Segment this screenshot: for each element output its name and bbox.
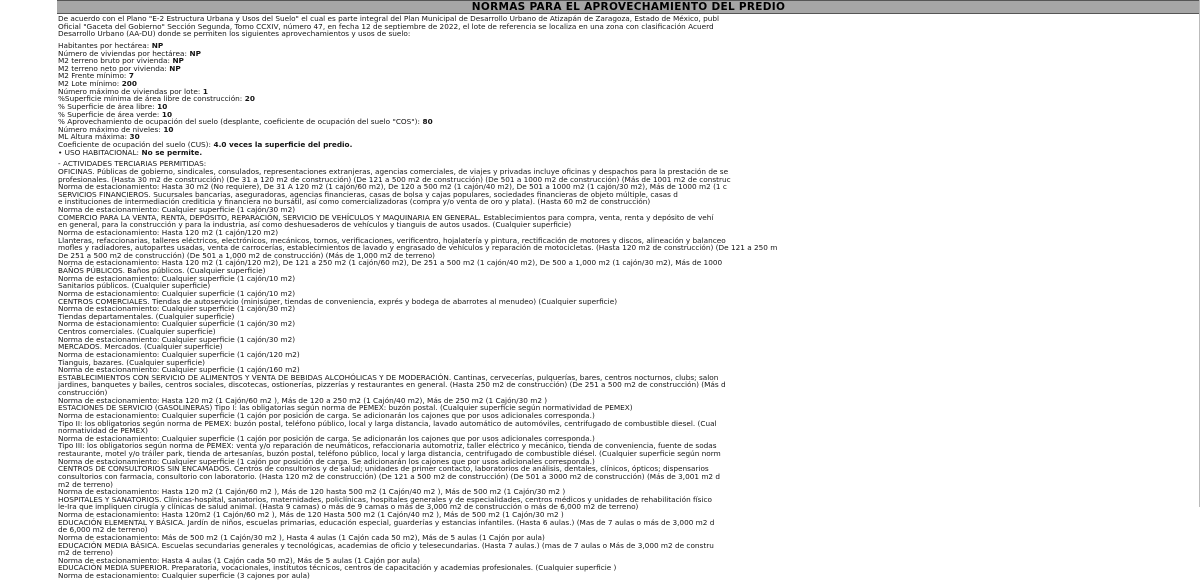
use-line: Norma de estacionamiento: Cualquier superficie (1 cajón/120 m2) (58, 349, 300, 359)
use-line: consultorios con farmacia, consultorio con laboratorio. (Hasta 120 m2 de construcción) (De 121 a 500 m2 de construcción) (De 501 a 3000 m2 de construcción) (Más de 3,001 m2 d (58, 471, 721, 481)
parameter-line: Número máximo de viviendas por lote: 1 (58, 86, 208, 96)
use-line: OFICINAS. Públicas de gobierno, sindicales, consulados, representaciones extranjeras, agencias comerciales, de viajes y privadas incluye oficinas y despachos para la prestación de se (58, 166, 729, 176)
use-line: profesionales. (Hasta 30 m2 de construcción) (De 31 a 120 m2 de construcción) (De 121 a 500 m2 de construcción) (De 501 a 1000 m2 de construcción) (Más de 1001 m2 de construc (58, 174, 731, 184)
parameter-line: Número máximo de niveles: 10 (58, 124, 174, 134)
use-line: m2 de terreno) (58, 548, 113, 558)
parameter-line: M2 Frente mínimo: 7 (58, 71, 134, 81)
document-page (57, 0, 1200, 580)
use-line: Norma de estacionamiento: Hasta 120 m2 (1 Cajón/60 m2 ), Más de 120 a 250 m2 (1 Cajón/40 m2), Más de 250 m2 (1 Cajón/30 m2 ) (58, 395, 548, 405)
use-line: de 6,000 m2 de terreno) (58, 525, 148, 535)
use-line: BAÑOS PÚBLICOS. Baños públicos. (Cualquier superficie) (58, 266, 266, 275)
use-line: Norma de estacionamiento: Hasta 4 aulas (1 Cajón cada 50 m2), Más de 5 aulas (1 Cajón por aula) (58, 555, 421, 565)
use-line: CENTROS DE CONSULTORIOS SIN ENCAMADOS. Centros de consultorios y de salud; unidades de primer contacto, laboratorios de análisis, dentales, clínicos, ópticos; dispensarios (58, 464, 709, 474)
use-line: MERCADOS. Mercados. (Cualquier superficie) (58, 342, 223, 352)
use-line: Norma de estacionamiento: Cualquier superficie (3 cajones por aula) (58, 571, 310, 580)
use-line: Llanteras, refaccionarias, talleres eléctricos, electrónicos, mecánicos, tornos, verificaciones, verificentro, hojalatería y pintura, rectificación de motores y discos, alineación y balanceo (58, 235, 726, 245)
use-line: Norma de estacionamiento: Hasta 120 m2 (1 Cajón/60 m2 ), Más de 120 hasta 500 m2 (1 Cajón/40 m2 ), Más de 500 m2 (1 Cajón/30 m2 ) (58, 487, 566, 497)
use-line: EDUCACIÓN MEDIA BÁSICA. Escuelas secundarias generales y tecnológicas, academias de oficio y telesecundarias. (Hasta 7 aulas.) (mas de 7 aulas o Más de 3,000 m2 de constru (58, 540, 714, 550)
parameter-line: %Superficie mínima de área libre de construcción: 20 (58, 94, 255, 104)
use-line: jardines, banquetes y bailes, centros sociales, discotecas, ostionerías, pizzerías y restaurantes en general. (Hasta 250 m2 de construcción) (De 251 a 500 m2 de construcción) (Más d (58, 380, 726, 390)
document-body (57, 14, 1200, 580)
use-line: Norma de estacionamiento: Cualquier superficie (1 cajón/30 m2) (58, 205, 296, 214)
use-line: Tiendas departamentales. (Cualquier superficie) (58, 311, 235, 321)
parameter-line: % Superficie de área verde: 10 (58, 109, 173, 119)
use-line: Sanitarios públicos. (Cualquier superficie) (58, 281, 211, 291)
parameter-line: M2 terreno neto por vivienda: NP (58, 63, 181, 73)
use-line: Norma de estacionamiento: Cualquier superficie (1 cajón/10 m2) (58, 288, 296, 298)
use-line: construcción) (58, 388, 108, 397)
use-line: Centros comerciales. (Cualquier superficie) (58, 327, 216, 336)
use-line: Norma de estacionamiento: Hasta 120 m2 (1 cajón/120 m2) (58, 227, 279, 237)
use-line: Norma de estacionamiento: Más de 500 m2 (1 Cajón/30 m2 ), Hasta 4 aulas (1 Cajón cada 50 m2), Más de 5 aulas (1 Cajón por aula) (58, 532, 545, 542)
document-title: NORMAS PARA EL APROVECHAMIENTO DEL PREDIO (57, 0, 1200, 14)
use-line: en general, para la construcción y para la industria, así como deshuesaderos de vehículos y tianguis de autos usados. (Cualquier superficie) (58, 220, 572, 230)
parameter-line: Coeficiente de ocupación del suelo (CUS): 4.0 veces la superficie del predio. (58, 140, 353, 149)
parameter-line: Habitantes por hectárea: NP (58, 40, 164, 50)
parameter-line: % Aprovechamiento de ocupación del suelo (desplante, coeficiente de ocupación del suelo "COS"): 80 (58, 117, 433, 127)
use-line: COMERCIO PARA LA VENTA, RENTA, DEPÓSITO, REPARACIÓN, SERVICIO DE VEHÍCULOS Y MAQUINARIA EN GENERAL. Establecimientos para compra, venta, renta y depósito de vehí (58, 212, 714, 222)
use-line: EDUCACIÓN ELEMENTAL Y BÁSICA. Jardín de niños, escuelas primarias, educación especial, guarderías y estancias infantiles. (Hasta 6 aulas.) (Mas de 7 aulas o más de 3,000 m2 d (58, 517, 715, 527)
intro-line: De acuerdo con el Plano "E-2 Estructura Urbana y Usos del Suelo" el cual es parte integral del Plan Municipal de Desarrollo Urbano de Atizapán de Zaragoza, Estado de México, publ (58, 14, 720, 23)
use-line: De 251 a 500 m2 de construcción) (De 501 a 1,000 m2 de construcción) (Más de 1,000 m2 de terreno) (58, 250, 436, 260)
intro-line: Desarrollo Urbano (AA-DU) donde se permiten los siguientes aprovechamientos y usos de suelo: (58, 29, 411, 39)
parameter-line: % Superficie de área libre: 10 (58, 101, 168, 111)
use-line: SERVICIOS FINANCIEROS. Sucursales bancarias, aseguradoras, agencias financieras, casas de bolsa y cajas populares, sociedades financieras de objeto múltiple, casas d (58, 189, 678, 199)
use-line: Norma de estacionamiento: Hasta 120 m2 (1 cajón/120 m2), De 121 a 250 m2 (1 cajón/60 m2), De 251 a 500 m2 (1 cajón/40 m2), De 500 a 1,000 m2 (1 cajón/30 m2), Más de 1000 (58, 258, 723, 268)
use-line: ESTACIONES DE SERVICIO (GASOLINERAS) Tipo I: las obligatorias según norma de PEMEX: buzón postal. (Cualquier superficie según normatividad de PEMEX) (58, 403, 633, 413)
intro-paragraph (58, 15, 1200, 38)
use-line: Norma de estacionamiento: Cualquier superficie (1 cajón/30 m2) (58, 304, 296, 314)
use-line: HOSPITALES Y SANATORIOS. Clínicas-hospital, sanatorios, maternidades, policlínicas, hospitales generales y de especialidades, centros médicos y unidades de rehabilitación físico (58, 494, 712, 504)
use-line: Norma de estacionamiento: Hasta 30 m2 (No requiere), De 31 A 120 m2 (1 cajón/60 m2), De 120 a 500 m2 (1 cajón/40 m2), De 501 a 1000 m2 (1 cajón/30 m2), Más de 1000 m2 (1 c (58, 182, 727, 192)
use-line: Tianguis, bazares. (Cualquier superficie) (58, 357, 205, 367)
use-line: EDUCACIÓN MEDIA SUPERIOR. Preparatoria, vocacionales, institutos técnicos, centros de capacitación y academias profesionales. (Cualquier superficie ) (58, 563, 617, 573)
use-line: ESTABLECIMIENTOS CON SERVICIO DE ALIMENTOS Y VENTA DE BEBIDAS ALCOHÓLICAS Y DE MODERACIÓN. Cantinas, cervecerías, pulquerías, bares, centros nocturnos, clubs; salon (58, 372, 719, 382)
use-line: Tipo II: los obligatorios según norma de PEMEX: buzón postal, teléfono público, local y larga distancia, lavado automático de automóviles, centrifugado de combustible diesel. (Cual (58, 418, 717, 428)
use-line: Norma de estacionamiento: Cualquier superficie (1 cajón/160 m2) (58, 365, 300, 375)
use-line: Tipo III: los obligatorios según norma de PEMEX: venta y/o reparación de neumáticos, refaccionaria automotriz, taller eléctrico y mecánico, tienda de conveniencia, fuente de sodas (58, 441, 717, 451)
use-line: Norma de estacionamiento: Cualquier superficie (1 cajón por posición de carga. Se adicionarán los cajones que por usos adicionales corresponda.) (58, 410, 595, 420)
use-line: Norma de estacionamiento: Cualquier superficie (1 cajón/10 m2) (58, 273, 296, 283)
use-line: le-Ira que impliquen cirugía y clínicas de salud animal. (Hasta 9 camas) o más de 9 camas o más de 3,000 m2 de construcción o más de 6,000 m2 de terreno) (58, 502, 639, 512)
intro-line: Oficial "Gaceta del Gobierno" Sección Segunda, Tomo CCXIV, número 47, en fecha 12 de septiembre de 2022, el lote de referencia se localiza en una zona con clasificación Acuerd (58, 21, 714, 31)
parameter-line: ML Altura máxima: 30 (58, 132, 140, 142)
use-line: normatividad de PEMEX) (58, 426, 149, 436)
permitted-uses-list (58, 160, 1200, 579)
use-line: restaurante, motel y/o tráiler park, tienda de artesanías, buzón postal, teléfono público, local y larga distancia, centrifugado de combustible diésel. (Cualquier superficie según norm (58, 449, 721, 458)
use-line: m2 de terreno) (58, 479, 113, 489)
parameter-line: • USO HABITACIONAL: No se permite. (58, 147, 203, 157)
use-line: Norma de estacionamiento: Hasta 120m2 (1 Cajón/60 m2 ), Más de 120 Hasta 500 m2 (1 Cajón/40 m2 ), Más de 500 m2 (1 Cajón/30 m2 ) (58, 510, 564, 519)
use-line: - ACTIVIDADES TERCIARIAS PERMITIDAS: (58, 159, 207, 169)
parameter-line: M2 Lote mínimo: 200 (58, 79, 137, 88)
use-line: Norma de estacionamiento: Cualquier superficie (1 cajón por posición de carga. Se adicionarán los cajones que por usos adicionales corresponda.) (58, 456, 595, 466)
use-line: mofles y radiadores, autopartes usadas, venta de carrocerías, establecimientos de lavado y engrasado de vehículos y reparación de motocicletas. (Hasta 120 m2 de construcción) (De 121 a 250 m (58, 243, 778, 253)
parameter-line: M2 terreno bruto por vivienda: NP (58, 56, 184, 66)
use-line: CENTROS COMERCIALES. Tiendas de autoservicio (minisúper, tiendas de conveniencia, exprés y bodega de abarrotes al menudeo) (Cualquier superficie) (58, 296, 618, 306)
use-line: Norma de estacionamiento: Cualquier superficie (1 cajón/30 m2) (58, 334, 296, 344)
use-line: e instituciones de intermediación crediticia y financiera no bursátil, así como comercializadoras (compra y/o venta de oro y plata). (Hasta 60 m2 de construcción) (58, 197, 651, 207)
use-line: Norma de estacionamiento: Cualquier superficie (1 cajón por posición de carga. Se adicionarán los cajones que por usos adicionales corresponda.) (58, 433, 595, 443)
parameter-line: Número de viviendas por hectárea: NP (58, 48, 201, 58)
use-line: Norma de estacionamiento: Cualquier superficie (1 cajón/30 m2) (58, 319, 296, 329)
parameters-list (58, 42, 1200, 156)
